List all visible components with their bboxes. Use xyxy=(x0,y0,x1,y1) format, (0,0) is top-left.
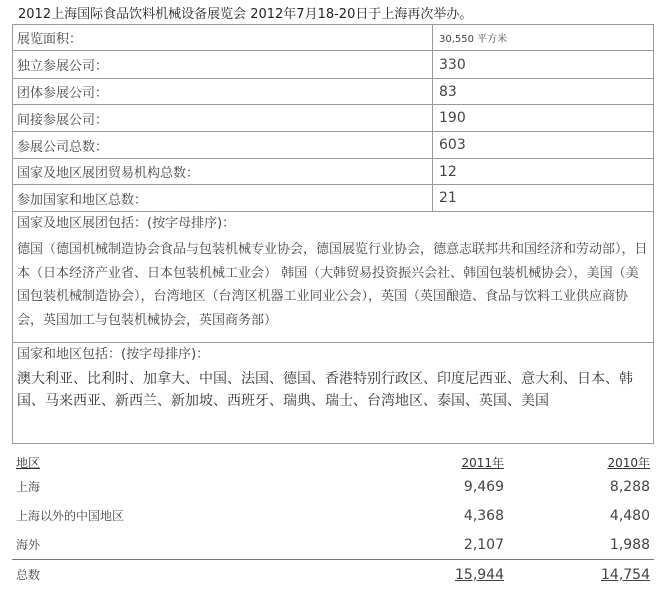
national-groups-heading: 国家及地区展团包括：(按字母排序)： xyxy=(17,216,236,231)
stats-row-pavilions xyxy=(13,159,654,185)
stats-value: 330 xyxy=(433,51,654,79)
table-row xyxy=(12,530,654,560)
stats-row-total-exhibitors xyxy=(13,132,654,159)
value-2010: 8,288 xyxy=(609,478,650,495)
value-2010: 1,988 xyxy=(609,536,650,553)
national-groups-cell xyxy=(13,212,654,343)
stats-row-country-list xyxy=(13,343,654,444)
year-2011-header: 2011年 xyxy=(461,456,504,470)
stats-label: 团体参展公司： xyxy=(13,79,433,105)
total-label: 总数 xyxy=(12,560,350,590)
exhibition-stats-table xyxy=(12,24,654,444)
region-header: 地区 xyxy=(16,456,41,470)
stats-label: 间接参展公司： xyxy=(13,105,433,132)
stats-label: 国家及地区展团贸易机构总数： xyxy=(13,159,433,185)
stats-label: 独立参展公司： xyxy=(13,51,433,79)
region-header-row xyxy=(12,453,654,472)
stats-row-area xyxy=(13,25,654,51)
stats-label: 参加国家和地区总数： xyxy=(13,185,433,212)
country-list-cell xyxy=(13,343,654,444)
stats-row-countries xyxy=(13,185,654,212)
region-name: 上海 xyxy=(16,480,41,494)
stats-value: 603 xyxy=(433,132,654,159)
stats-label: 展览面积： xyxy=(13,25,433,51)
country-list-heading: 国家和地区包括：(按字母排序)： xyxy=(17,347,210,362)
total-2010: 14,754 xyxy=(508,560,654,590)
stats-value: 30,550 平方米 xyxy=(433,25,654,51)
stats-value: 83 xyxy=(433,79,654,105)
table-row xyxy=(12,472,654,501)
value-2011: 2,107 xyxy=(463,536,504,553)
stats-value: 21 xyxy=(433,185,654,212)
total-2011: 15,944 xyxy=(350,560,508,590)
stats-label: 参展公司总数： xyxy=(13,132,433,159)
value-2010: 4,480 xyxy=(609,507,650,524)
value-2011: 9,469 xyxy=(463,478,504,495)
stats-value: 12 xyxy=(433,159,654,185)
region-name: 上海以外的中国地区 xyxy=(16,509,125,523)
national-groups-text: 德国（德国机械制造协会食品与包装机械专业协会，德国展览行业协会，德意志联邦共和国经济和劳动部），日本（日本经济产业省、日本包装机械工业会） 韩国（大韩贸易投资振兴会社、韩国包装机械协会），美国（美国包装机械制造协会），台湾地区（台湾区机器工业同业公会），英国（英国酿造、食品与饮料工业供应商协会，英国加工与包装机械协会，英国商务部） xyxy=(17,242,648,328)
total-row xyxy=(12,560,654,590)
stats-row-independent xyxy=(13,51,654,79)
stats-row-indirect xyxy=(13,105,654,132)
value-2011: 4,368 xyxy=(463,507,504,524)
region-name: 海外 xyxy=(16,538,41,552)
country-list-text: 澳大利亚、比利时、加拿大、中国、法国、德国、香港特别行政区、印度尼西亚、意大利、日本、韩国、马来西亚、新西兰、新加坡、西班牙、瑞典、瑞士、台湾地区、泰国、英国、美国 xyxy=(17,371,633,409)
stats-value: 190 xyxy=(433,105,654,132)
table-row xyxy=(12,501,654,530)
stats-row-national-groups xyxy=(13,212,654,343)
page-title: 2012上海国际食品饮料机械设备展览会 2012年7月18-20日于上海再次举办。 xyxy=(18,7,473,22)
region-table xyxy=(12,453,654,589)
stats-row-group xyxy=(13,79,654,105)
year-2010-header: 2010年 xyxy=(607,456,650,470)
